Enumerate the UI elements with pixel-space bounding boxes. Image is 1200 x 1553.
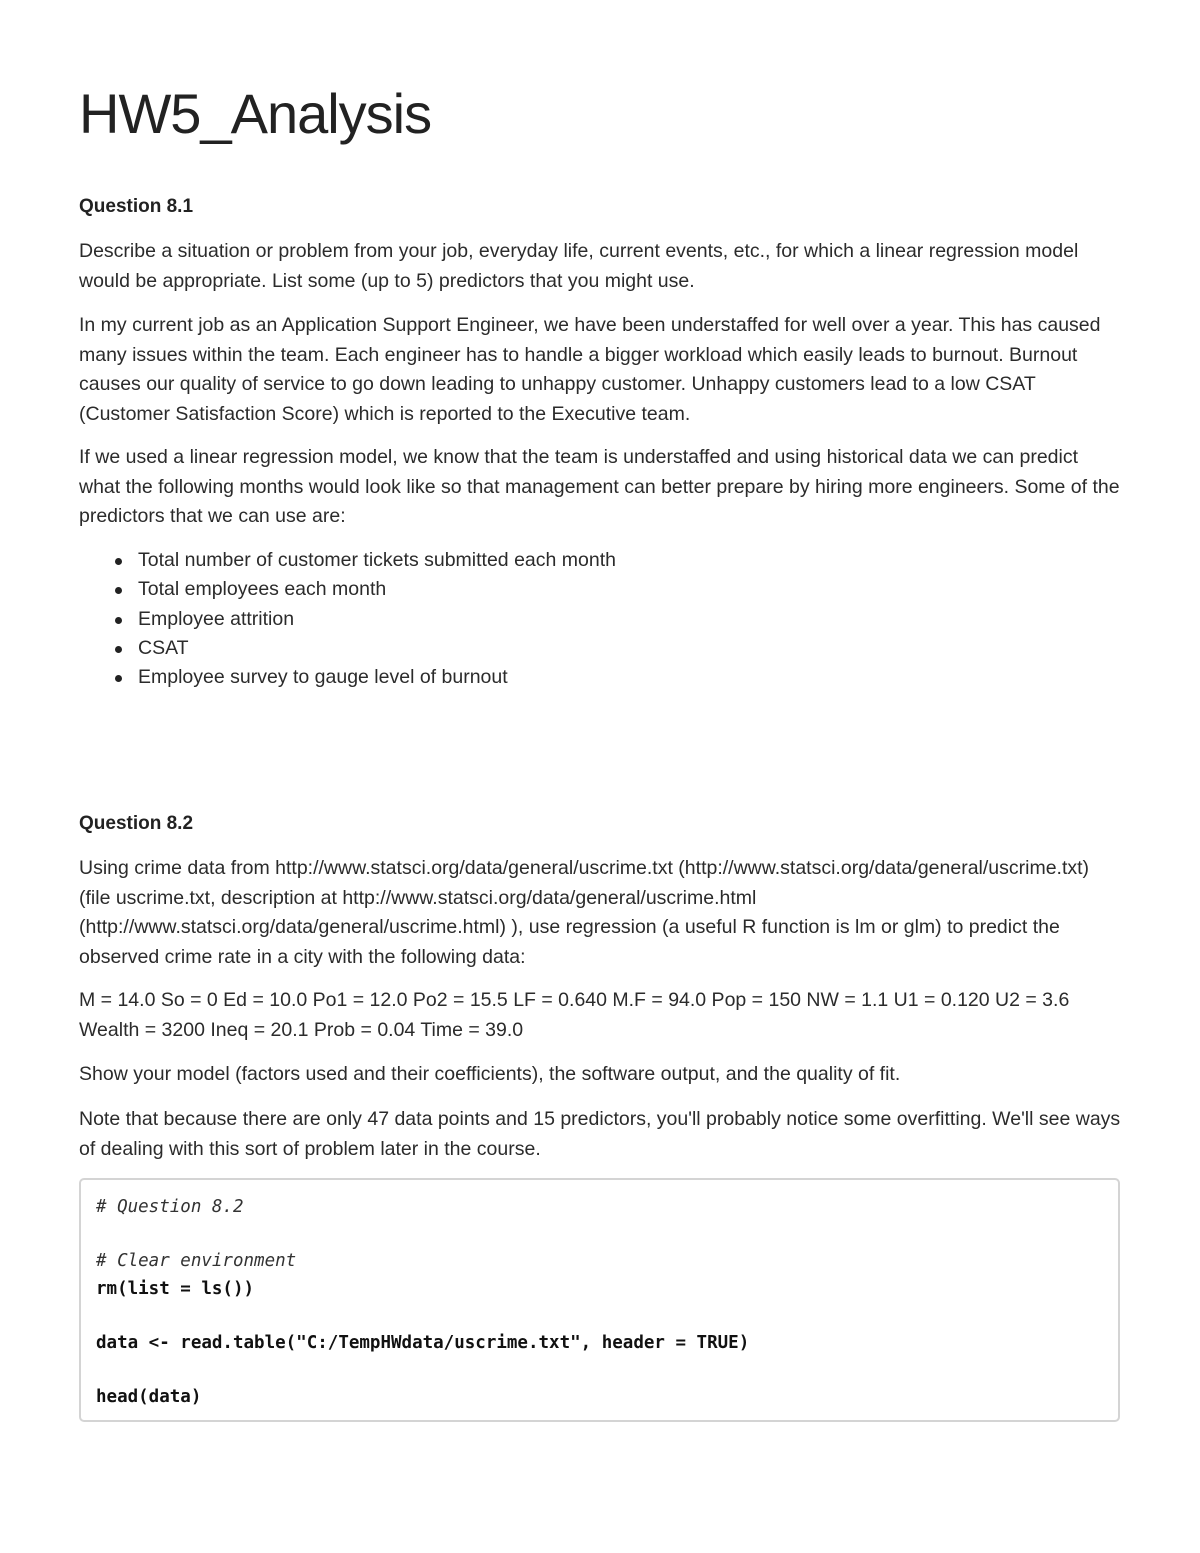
code-comment: # Clear environment bbox=[96, 1251, 297, 1272]
code-statement: rm(list = ls()) bbox=[96, 1278, 255, 1299]
question-8-2-note: Note that because there are only 47 data points and 15 predictors, you'll probably notice some overfitting. We'll see ways of dealing with this sort of problem later in the course. bbox=[79, 1108, 1121, 1160]
question-8-2-prompt: Using crime data from http://www.statsci.org/data/general/uscrime.txt (http://www.statsci.org/data/general/uscrime.txt) (file uscrime.txt, description at http://www.statsci.org/data/general/uscrime.html (http://www.statsci.org/data/general/uscrime.html) ), use regression (a useful R function is lm or glm) to predict the observed crime rate in a city with the following data: bbox=[79, 857, 1090, 968]
code-statement: data <- read.table("C:/TempHWdata/uscrime.txt", header = TRUE) bbox=[96, 1332, 750, 1353]
question-8-1-answer-paragraph-2: If we used a linear regression model, we know that the team is understaffed and using historical data we can predict what the following months would look like so that management can better prepare by hiring more engineers. Some of the predictors that we can use are: bbox=[79, 446, 1120, 527]
question-8-1-heading: Question 8.1 bbox=[79, 196, 194, 217]
predictor-text: Employee attrition bbox=[138, 607, 295, 630]
code-blank-line bbox=[96, 1357, 1118, 1384]
bullet-icon bbox=[115, 646, 122, 653]
question-8-1-answer-paragraph-1: In my current job as an Application Support Engineer, we have been understaffed for well over a year. This has caused many issues within the team. Each engineer has to handle a bigger workload which easily leads to burnout. Burnout causes our quality of service to go down leading to unhappy customer. Unhappy customers lead to a low CSAT (Customer Satisfaction Score) which is reported to the Executive team. bbox=[79, 314, 1101, 425]
predictor-item bbox=[138, 546, 616, 575]
predictor-text: Total number of customer tickets submitted each month bbox=[138, 549, 616, 571]
predictor-item bbox=[138, 634, 616, 663]
predictor-text: CSAT bbox=[138, 636, 189, 659]
code-block bbox=[79, 1178, 1120, 1422]
question-8-2-instruction: Show your model (factors used and their coefficients), the software output, and the quality of fit. bbox=[79, 1063, 901, 1085]
code-comment: # Question 8.2 bbox=[96, 1197, 244, 1217]
predictor-item bbox=[138, 575, 616, 604]
question-8-2-heading: Question 8.2 bbox=[79, 813, 194, 834]
code-statement: head(data) bbox=[96, 1387, 202, 1408]
bullet-icon bbox=[115, 675, 122, 682]
code-blank-line bbox=[96, 1221, 1118, 1248]
predictor-item bbox=[138, 663, 616, 692]
code-content bbox=[81, 1180, 1118, 1412]
question-8-2-data-values: M = 14.0 So = 0 Ed = 10.0 Po1 = 12.0 Po2 = 15.5 LF = 0.640 M.F = 94.0 Pop = 150 NW = 1.1 U1 = 0.120 U2 = 3.6 Wealth = 3200 Ineq = 20.1 Prob = 0.04 Time = 39.0 bbox=[79, 989, 1070, 1041]
document-title: HW5_Analysis bbox=[79, 82, 432, 145]
code-blank-line bbox=[96, 1303, 1118, 1330]
predictors-list bbox=[79, 546, 616, 692]
predictor-text: Total employees each month bbox=[138, 578, 387, 601]
question-8-1-prompt: Describe a situation or problem from your job, everyday life, current events, etc., for which a linear regression model would be appropriate. List some (up to 5) predictors that you might use. bbox=[79, 240, 1079, 292]
bullet-icon bbox=[115, 587, 122, 594]
bullet-icon bbox=[115, 617, 122, 624]
predictor-text: Employee survey to gauge level of burnout bbox=[138, 666, 508, 689]
predictor-item bbox=[138, 605, 616, 634]
bullet-icon bbox=[115, 558, 122, 565]
